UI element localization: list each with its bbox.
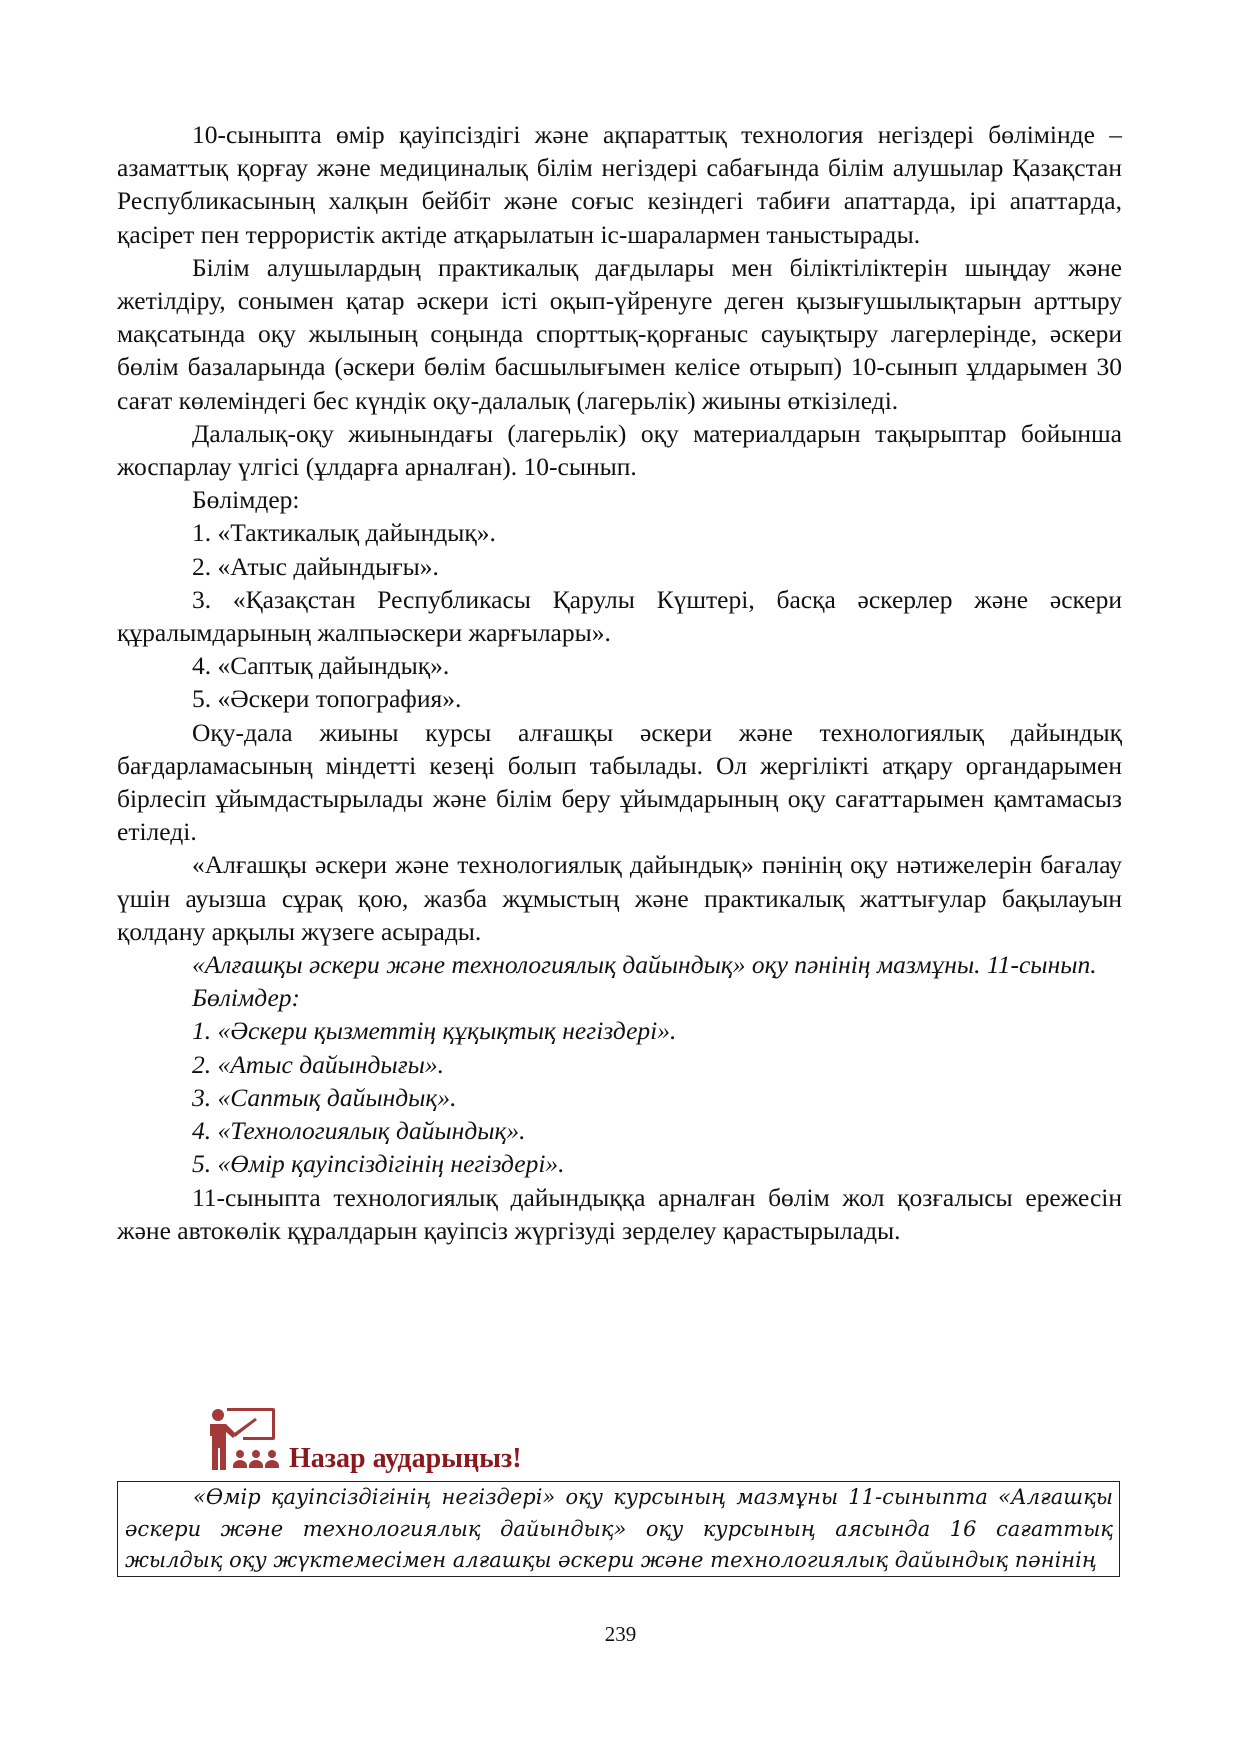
- attention-note-box: [117, 1481, 1120, 1577]
- paragraph-field-camp: Білім алушылардың практикалық дағдылары мен біліктіліктерін шыңдау және жетілдіру, сонымен қатар әскери істі оқып-үйренуге деген қызығушылықтарын арттыру мақсатында оқу жылының соңында спорттық-қорғаныс сауықтыру лагерлерінде, әскери бөлім базаларында (әскери бөлім басшылығымен келісе отырып) 10-сынып ұлдарымен 30 сағат көлеміндегі бес күндік оқу-далалық (лагерьлік) жиыны өткізіледі.: [117, 252, 1122, 415]
- teacher-presentation-icon: [205, 1400, 281, 1476]
- section-11-item: 1. «Әскери қызметтің құқықтық негіздері».: [192, 1016, 677, 1046]
- section-11-item: 5. «Өмір қауіпсіздігінің негіздері».: [192, 1149, 565, 1179]
- section-11-item: 4. «Технологиялық дайындық».: [192, 1116, 526, 1146]
- section-10-item: 3. «Қазақстан Республикасы Қарулы Күштері, басқа әскерлер және әскери құралымдарының жалпыәскери жарғылары».: [117, 584, 1122, 648]
- section-11-item: 2. «Атыс дайындығы».: [192, 1049, 445, 1079]
- page-body: [117, 118, 1122, 1247]
- attention-title: Назар аударыңыз!: [289, 1443, 522, 1474]
- section-10-item: 5. «Әскери топография».: [192, 684, 462, 714]
- paragraph-course-stage: Оқу-дала жиыны курсы алғашқы әскери және технологиялық дайындық бағдарламасының міндетті кезеңі болып табылады. Ол жергілікті атқару органдарымен бірлесіп ұйымдастырылады және білім беру ұйымдарының оқу сағаттарымен қамтамасыз етіледі.: [117, 717, 1122, 847]
- page-number: 239: [604, 1622, 637, 1646]
- section-10-item: 2. «Атыс дайындығы».: [192, 551, 439, 581]
- section-10-item: 1. «Тактикалық дайындық».: [192, 518, 496, 548]
- sections-11-label: Бөлімдер:: [192, 983, 301, 1013]
- attention-notice-header: [205, 1398, 605, 1476]
- sections-10-label: Бөлімдер:: [192, 485, 300, 515]
- paragraph-assessment: «Алғашқы әскери және технологиялық дайындық» пәнінің оқу нәтижелерін бағалау үшін ауызша сұрақ қою, жазба жұмыстың және практикалық жаттығулар бақылауын қолдану арқылы жүзеге асырады.: [117, 850, 1122, 946]
- heading-11th-grade-content: «Алғашқы әскери және технологиялық дайындық» оқу пәнінің мазмұны. 11-сынып.: [192, 950, 1097, 980]
- paragraph-traffic-rules: 11-сыныпта технологиялық дайындыққа арналған бөлім жол қозғалысы ережесін және автокөлік құралдарын қауіпсіз жүргізуді зерделеу қарастырылады.: [117, 1182, 1122, 1245]
- paragraph-planning-sample: Далалық-оқу жиынындағы (лагерьлік) оқу материалдарын тақырыптар бойынша жоспарлау үлгісі (ұлдарға арналған). 10-сынып.: [117, 418, 1122, 482]
- section-11-item: 3. «Саптық дайындық».: [192, 1082, 457, 1112]
- attention-note-text: «Өмір қауіпсіздігінің негіздері» оқу курсының мазмұны 11-сыныпта «Алғашқы әскери және технологиялық дайындық» оқу курсының аясында 16 сағаттық жылдық оқу жүктемесімен алғашқы әскери және технологиялық дайындық пәнінің: [125, 1485, 1113, 1572]
- section-10-item: 4. «Саптық дайындық».: [192, 651, 450, 681]
- paragraph-intro-10th-grade: 10-сыныпта өмір қауіпсіздігі және ақпараттық технология негіздері бөлімінде – азаматтық қорғау және медициналық білім негіздері сабағында білім алушылар Қазақстан Республикасының халқын бейбіт және соғыс кезіндегі табиғи апаттарда, ірі апаттарда, қасірет пен террористік актіде атқарылатын іс-шаралармен таныстырады.: [117, 120, 1122, 249]
